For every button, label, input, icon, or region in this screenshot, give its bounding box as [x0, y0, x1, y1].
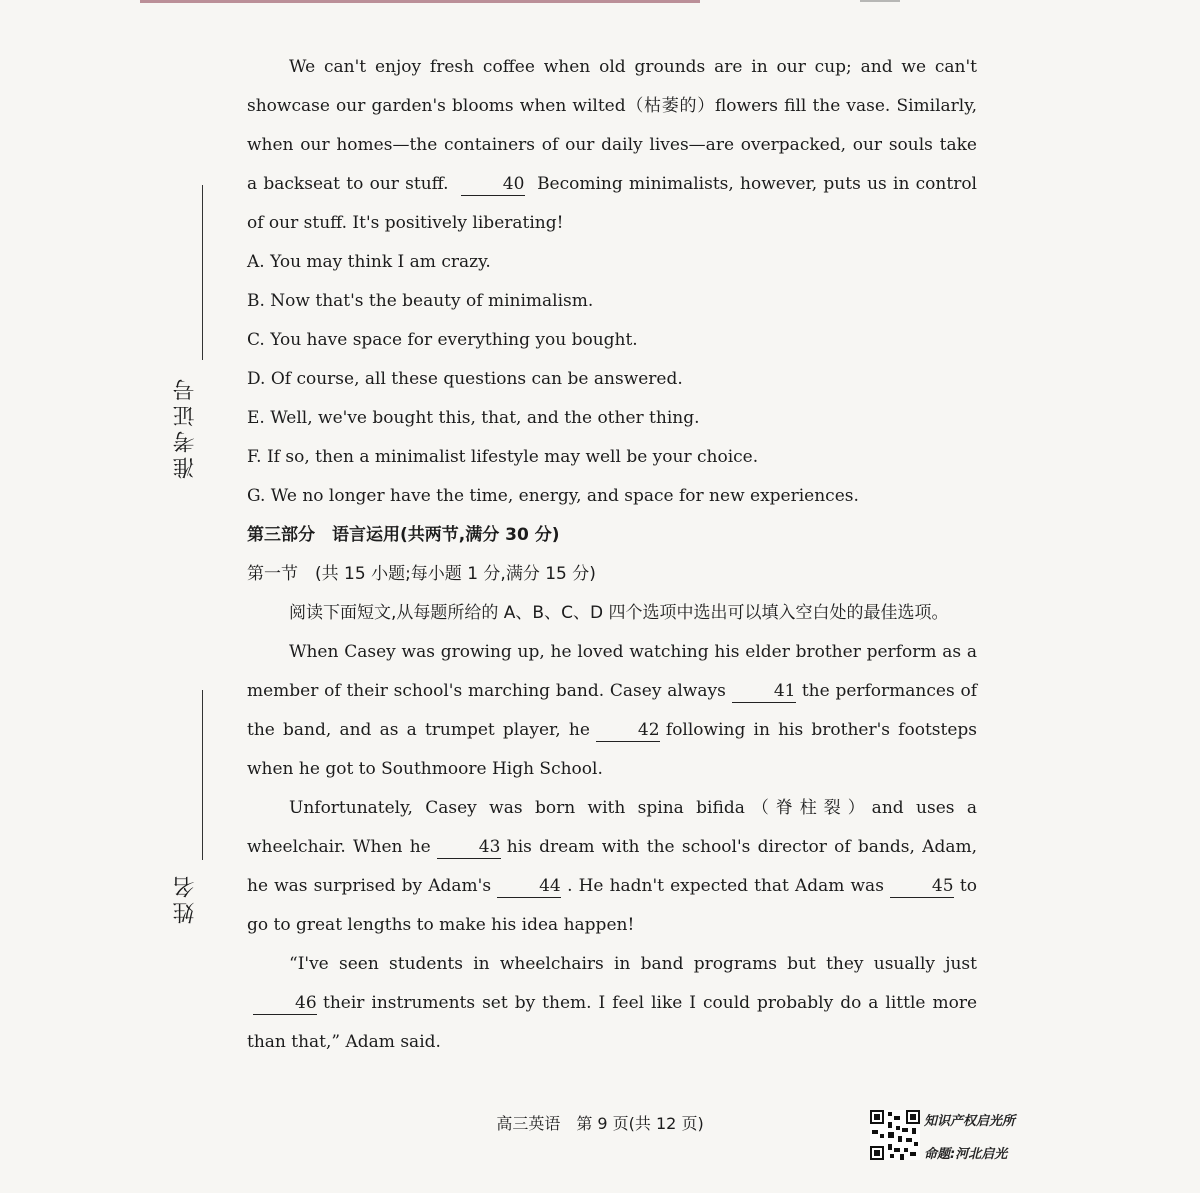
section-subheading: 第一节 (共 15 小题;每小题 1 分,满分 15 分)	[247, 564, 596, 584]
watermark-line-2: 命题:河北启光	[924, 1147, 1008, 1162]
watermark-line-1: 知识产权启光所	[924, 1114, 1016, 1129]
name-label: 姓名	[173, 872, 198, 924]
option-f: F. If so, then a minimalist lifestyle may well be your choice.	[247, 447, 759, 467]
blank-42: 42	[596, 719, 660, 742]
option-d: D. Of course, all these questions can be answered.	[247, 369, 683, 389]
blank-44: 44	[497, 875, 561, 898]
page-content	[247, 48, 977, 1062]
blank-41: 41	[732, 680, 796, 703]
instruction-text: 阅读下面短文,从每题所给的 A、B、C、D 四个选项中选出可以填入空白处的最佳选项。	[289, 603, 949, 623]
passage2-paragraph-1: When Casey was growing up, he loved watching his elder brother perform as a member of their school's marching band. Casey always 41 the performances of the band, and as a trumpet player, he 42 following in his brother's footsteps when he got to Southmoore High School.	[247, 642, 977, 779]
blank-46: 46	[253, 992, 317, 1015]
option-a: A. You may think I am crazy.	[247, 252, 491, 272]
name-line	[202, 690, 203, 860]
passage1-paragraph: We can't enjoy fresh coffee when old grounds are in our cup; and we can't showcase our garden's blooms when wilted（枯萎的）flowers fill the vase. Similarly, when our homes—the containers of our daily lives—are overpacked, our souls take a backseat to our stuff. 40 Becoming minimalists, however, puts us in control of our stuff. It's positively liberating!	[247, 57, 977, 233]
page-footer: 高三英语 第 9 页(共 12 页)	[496, 1114, 704, 1133]
section-heading: 第三部分 语言运用(共两节,满分 30 分)	[247, 525, 560, 545]
option-c: C. You have space for everything you bought.	[247, 330, 638, 350]
passage2-paragraph-2: Unfortunately, Casey was born with spina bifida（脊柱裂）and uses a wheelchair. When he 43 his dream with the school's director of bands, Adam, he was surprised by Adam's 44 . He hadn't expected that Adam was 45 to go to great lengths to make his idea happen!	[247, 798, 977, 935]
option-e: E. Well, we've bought this, that, and the other thing.	[247, 408, 700, 428]
exam-id-line	[202, 185, 203, 360]
qr-code-icon	[870, 1110, 920, 1160]
exam-id-label: 准考证号	[173, 375, 198, 479]
name-field	[170, 690, 210, 940]
exam-id-field	[170, 185, 210, 485]
option-g: G. We no longer have the time, energy, and space for new experiences.	[247, 486, 859, 506]
passage2-paragraph-3: “I've seen students in wheelchairs in band programs but they usually just46 their instruments set by them. I feel like I could probably do a little more than that,” Adam said.	[247, 954, 977, 1052]
blank-43: 43	[437, 836, 501, 859]
blank-45: 45	[890, 875, 954, 898]
top-edge-mark	[860, 0, 900, 2]
top-edge-strip	[140, 0, 700, 3]
option-b: B. Now that's the beauty of minimalism.	[247, 291, 594, 311]
blank-40: 40	[461, 173, 525, 196]
